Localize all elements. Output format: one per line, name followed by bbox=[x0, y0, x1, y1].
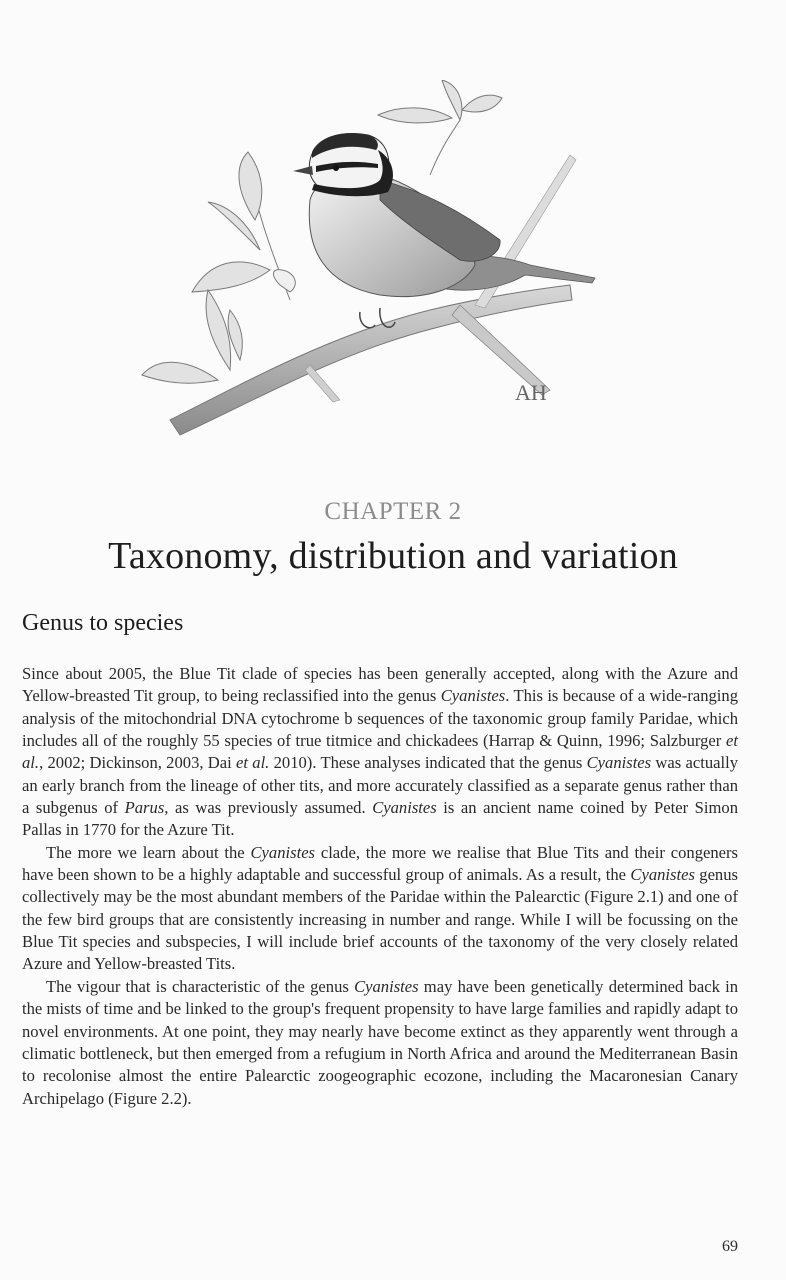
text-run: The vigour that is characteristic of the genus bbox=[46, 976, 355, 996]
paragraph bbox=[22, 842, 738, 976]
italic-term: Cyanistes bbox=[354, 976, 419, 996]
chapter-title: Taxonomy, distribution and variation bbox=[108, 535, 678, 577]
text-run: clade, the more we realise that Blue Tits and their congeners have been shown to be a highly adaptable and successful group of animals. As a result, the bbox=[22, 842, 739, 885]
chapter-label: CHAPTER 2 bbox=[324, 498, 462, 525]
text-run: , as was previously assumed. bbox=[164, 798, 373, 818]
italic-term: Cyanistes bbox=[630, 865, 695, 885]
paragraph bbox=[22, 976, 738, 1110]
text-run: The more we learn about the bbox=[46, 842, 251, 862]
italic-term: et al. bbox=[236, 753, 270, 773]
text-run: , 2002; Dickinson, 2003, Dai bbox=[39, 753, 237, 773]
italic-term: Cyanistes bbox=[372, 798, 437, 818]
text-run: was actually an early branch from the lineage of other tits, and more accurately classified as a separate genus rather than a subgenus of bbox=[22, 753, 738, 818]
italic-term: et al. bbox=[22, 731, 738, 773]
artist-signature: AH bbox=[515, 380, 547, 405]
section-heading: Genus to species bbox=[22, 610, 184, 636]
text-run: is an ancient name coined by Peter Simon Pallas in 1770 for the Azure Tit. bbox=[22, 798, 738, 840]
page-number: 69 bbox=[722, 1238, 738, 1255]
italic-term: Parus bbox=[124, 798, 165, 818]
text-run: . This is because of a wide-ranging analysis of the mitochondrial DNA cytochrome b sequences of the taxonomic group family Paridae, which includes all of the roughly 55 species of true titmice and chickadees (Harrap & Quinn, 1996; Salzburger bbox=[22, 686, 739, 751]
italic-term: Cyanistes bbox=[250, 842, 316, 862]
italic-term: Cyanistes bbox=[440, 686, 506, 706]
blue-tit-illustration bbox=[130, 80, 610, 440]
text-run: genus collectively may be the most abundant members of the Paridae within the Palearctic (Figure 2.1) and one of the few bird groups that are consistently increasing in number and range. While I will be focussing on the Blue Tit species and subspecies, I will include brief accounts of the taxonomy of the very closely related Azure and Yellow-breasted Tits. bbox=[22, 865, 738, 974]
italic-term: Cyanistes bbox=[586, 753, 652, 773]
body-text bbox=[22, 663, 738, 1110]
text-run: Since about 2005, the Blue Tit clade of species has been generally accepted, along with the Azure and Yellow-breasted Tit group, to being reclassified into the genus bbox=[22, 664, 738, 706]
text-run: may have been genetically determined back in the mists of time and be linked to the group's frequent propensity to have large families and rapidly adapt to novel environments. At one point, they may nearly have become extinct as they apparently went through a climatic bottleneck, but then emerged from a refugium in North Africa and around the Mediterranean Basin to recolonise almost the entire Palearctic zoogeographic ecozone, including the Macaronesian Canary Archipelago (Figure 2.2). bbox=[22, 976, 738, 1108]
paragraph bbox=[22, 663, 738, 842]
text-run: 2010). These analyses indicated that the genus bbox=[269, 753, 587, 773]
